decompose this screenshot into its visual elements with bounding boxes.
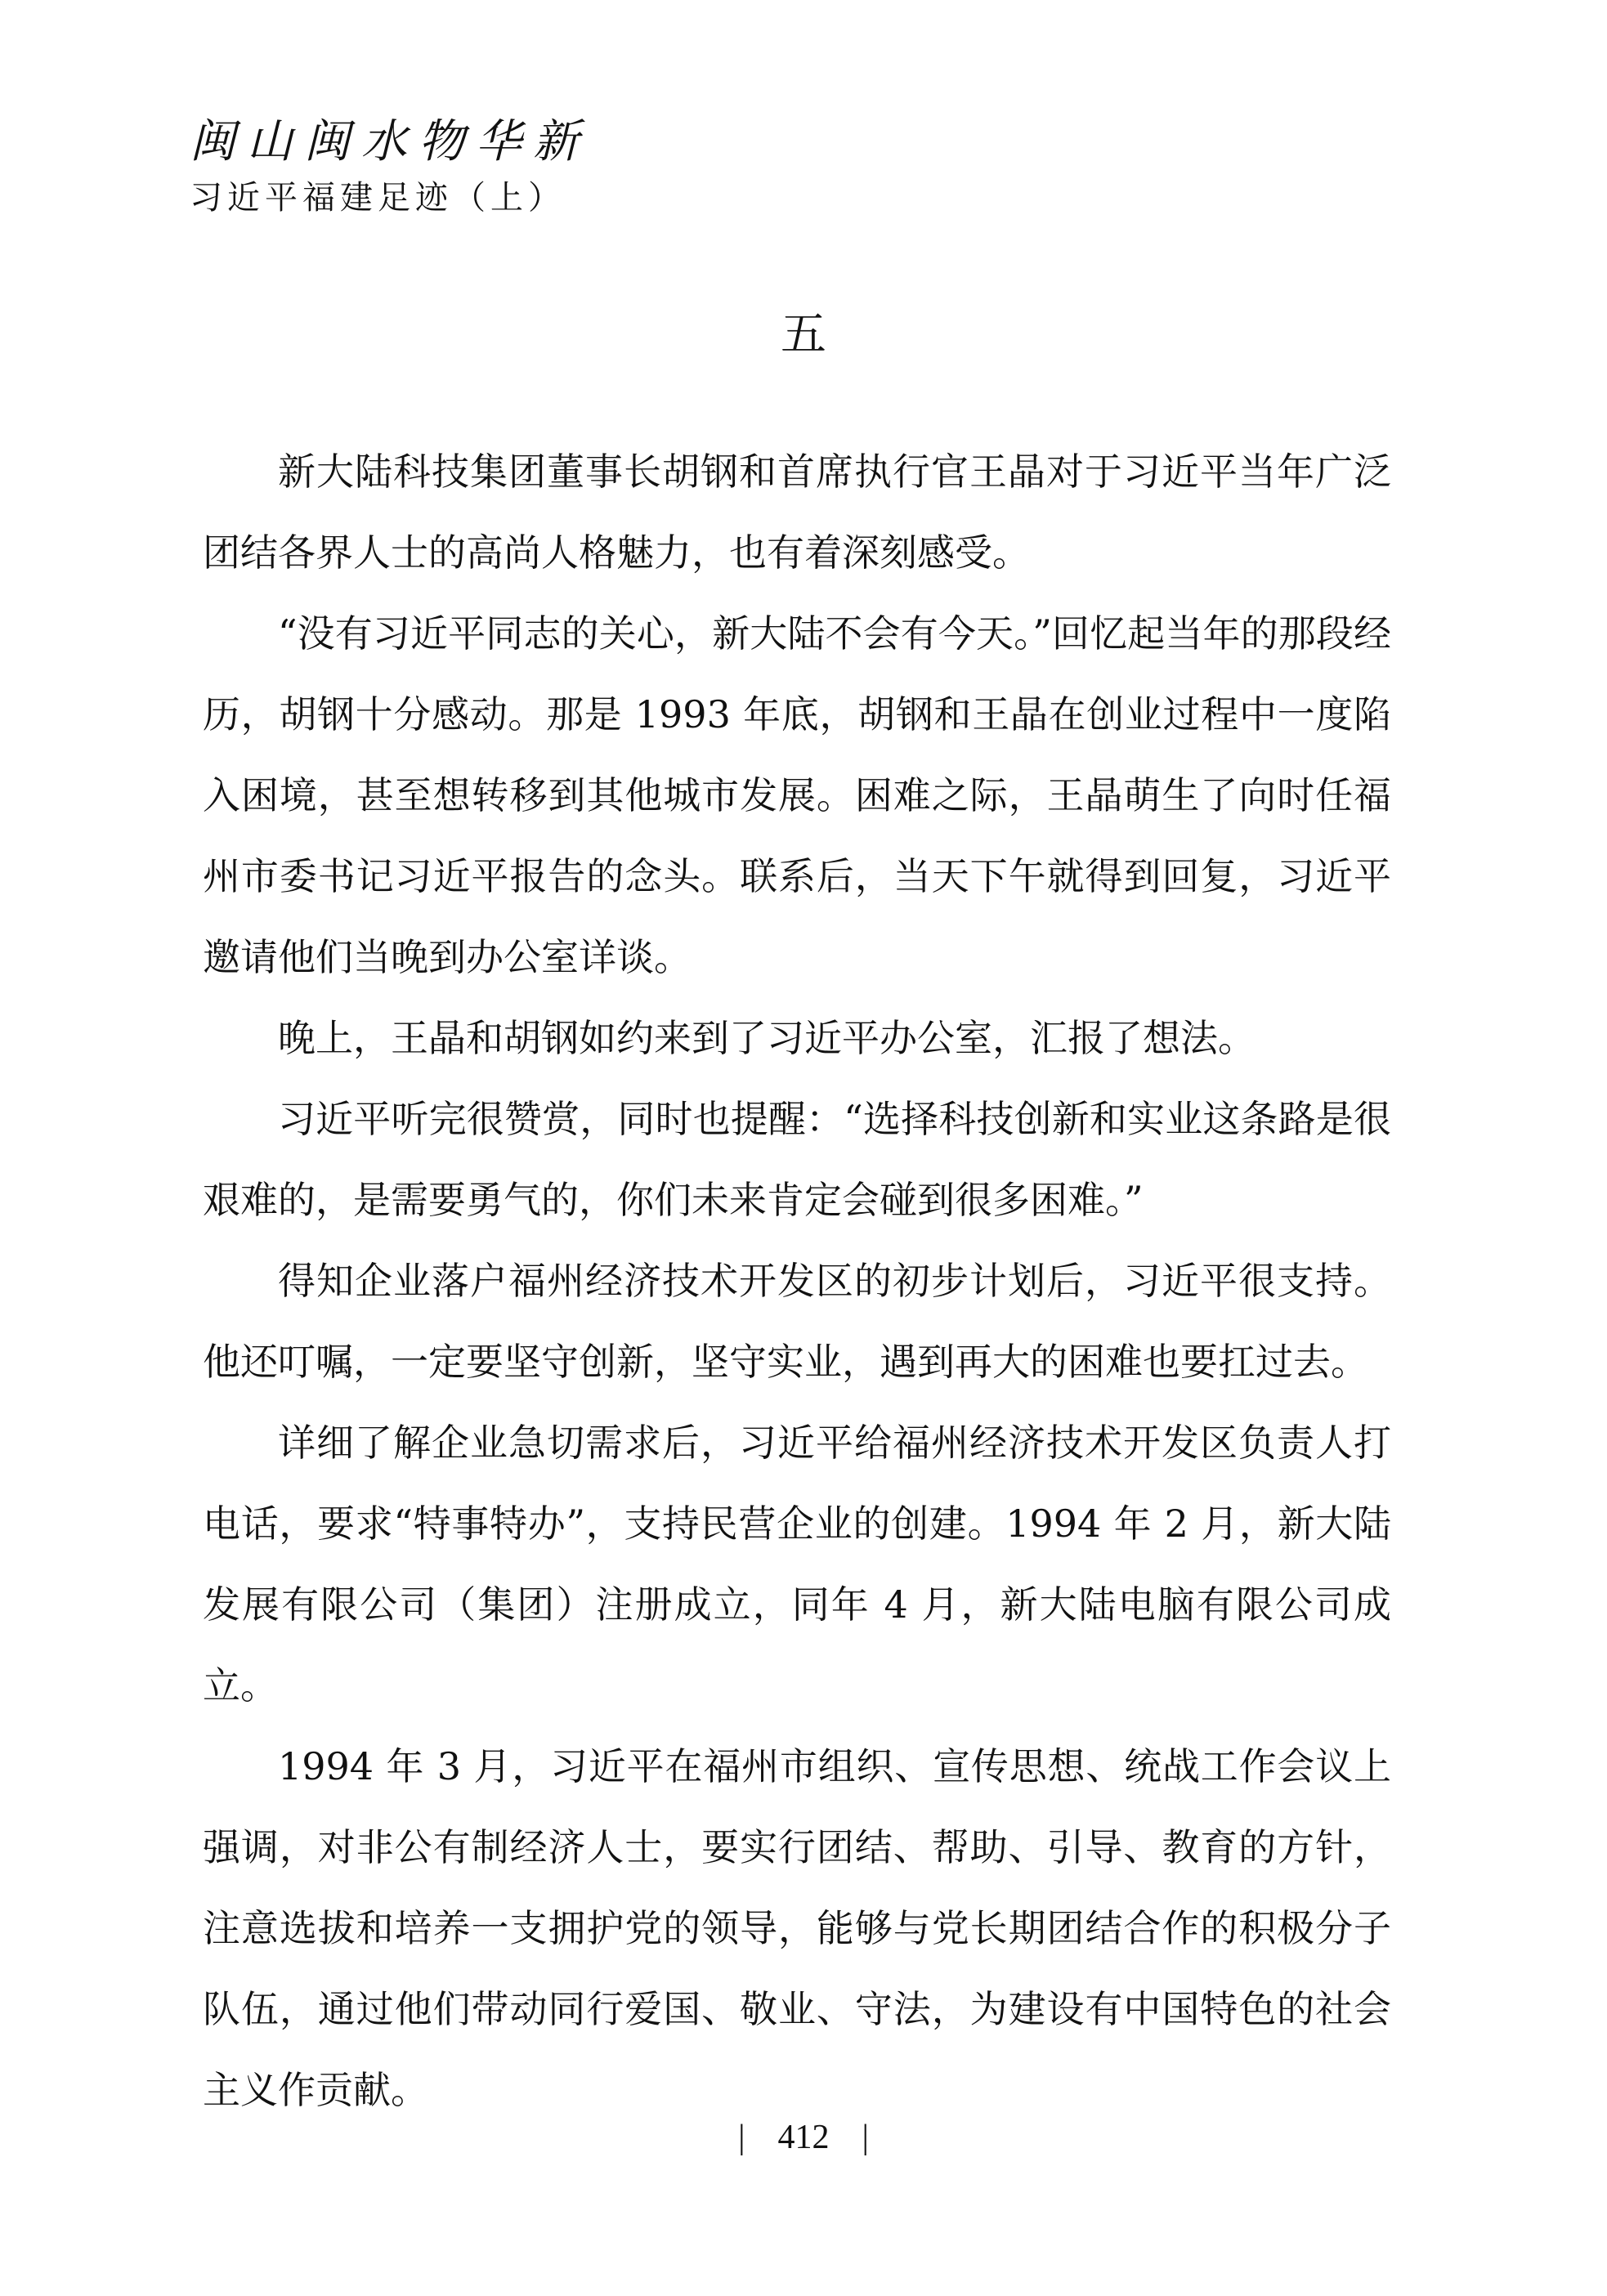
folio-bar-left: | (738, 2119, 745, 2156)
body-text (203, 432, 1391, 2131)
paragraph: 习近平听完很赞赏，同时也提醒：“选择科技创新和实业这条路是很艰难的，是需要勇气的，你们未来肯定会碰到很多困难。” (203, 1097, 1391, 1222)
book-title: 闽山闽水物华新 (190, 115, 590, 168)
paragraph: 1994 年 3 月，习近平在福州市组织、宣传思想、统战工作会议上强调，对非公有制经济人士，要实行团结、帮助、引导、教育的方针，注意选拔和培养一支拥护党的领导，能够与党长期团结合作的积极分子队伍，通过他们带动同行爱国、敬业、守法，为建设有中国特色的社会主义作贡献。 (203, 1744, 1391, 2112)
section-heading: 五 (781, 308, 826, 361)
book-subtitle: 习近平福建足迹（上） (190, 179, 566, 217)
paragraph: 得知企业落户福州经济技术开发区的初步计划后，习近平很支持。他还叮嘱，一定要坚守创新，坚守实业，遇到再大的困难也要扛过去。 (203, 1259, 1391, 1384)
paragraph: 详细了解企业急切需求后，习近平给福州经济技术开发区负责人打电话，要求“特事特办”，支持民营企业的创建。1994 年 2 月，新大陆发展有限公司（集团）注册成立，同年 4 月，新大陆电脑有限公司成立。 (203, 1421, 1391, 1707)
paragraph: “没有习近平同志的关心，新大陆不会有今天。”回忆起当年的那段经历，胡钢十分感动。那是 1993 年底，胡钢和王晶在创业过程中一度陷入困境，甚至想转移到其他城市发展。困难之际，王晶萌生了向时任福州市委书记习近平报告的念头。联系后，当天下午就得到回复，习近平邀请他们当晚到办公室详谈。 (203, 611, 1391, 979)
folio-bar-right: | (862, 2119, 869, 2156)
page-footer (0, 2113, 1607, 2162)
paragraph: 新大陆科技集团董事长胡钢和首席执行官王晶对于习近平当年广泛团结各界人士的高尚人格魅力，也有着深刻感受。 (203, 450, 1391, 575)
paragraph: 晚上，王晶和胡钢如约来到了习近平办公室，汇报了想法。 (278, 1016, 1256, 1060)
running-header (190, 113, 925, 221)
page-number: 412 (777, 2119, 830, 2156)
